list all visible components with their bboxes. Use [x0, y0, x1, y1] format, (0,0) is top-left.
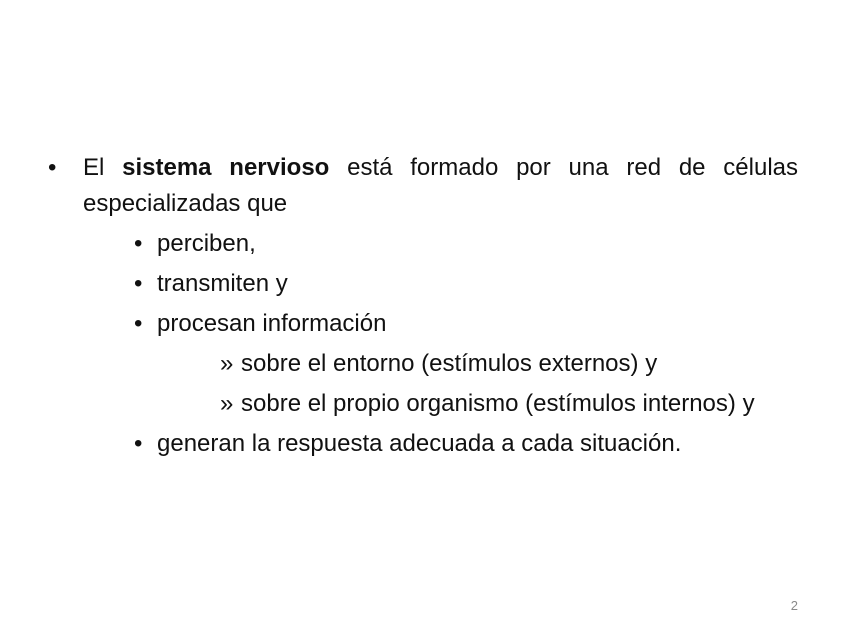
bullet-icon: • [134, 430, 143, 457]
sub-bullet-text: procesan información [157, 310, 387, 337]
chevron-bullet-icon: » [220, 390, 234, 417]
bullet-icon: • [134, 230, 143, 257]
third-level-text: sobre el entorno (estímulos externos) y [241, 350, 658, 377]
sub-bullet-item [48, 226, 798, 262]
main-bullet-item [48, 150, 798, 222]
sub-bullet-item [48, 426, 798, 462]
page-number: 2 [790, 598, 798, 613]
sub-bullet-text: perciben, [157, 230, 256, 257]
bullet-icon: • [134, 270, 143, 297]
intro-lead-text: El [83, 154, 123, 181]
sub-bullet-item [48, 266, 798, 302]
sub-bullet-text: transmiten y [157, 270, 288, 297]
bullet-icon: • [48, 154, 57, 181]
intro-bold-term: sistema nervioso [122, 154, 330, 181]
sub-bullet-text: generan la respuesta adecuada a cada situación. [157, 430, 682, 457]
intro-rest-text: está formado por una red de células especializadas que [83, 154, 798, 217]
bullet-icon: • [134, 310, 143, 337]
sub-bullet-item [48, 306, 798, 342]
chevron-bullet-icon: » [220, 350, 234, 377]
third-level-text: sobre el propio organismo (estímulos internos) y [241, 390, 755, 417]
third-level-item [48, 346, 798, 382]
third-level-item [48, 386, 798, 422]
slide-content [48, 150, 798, 462]
